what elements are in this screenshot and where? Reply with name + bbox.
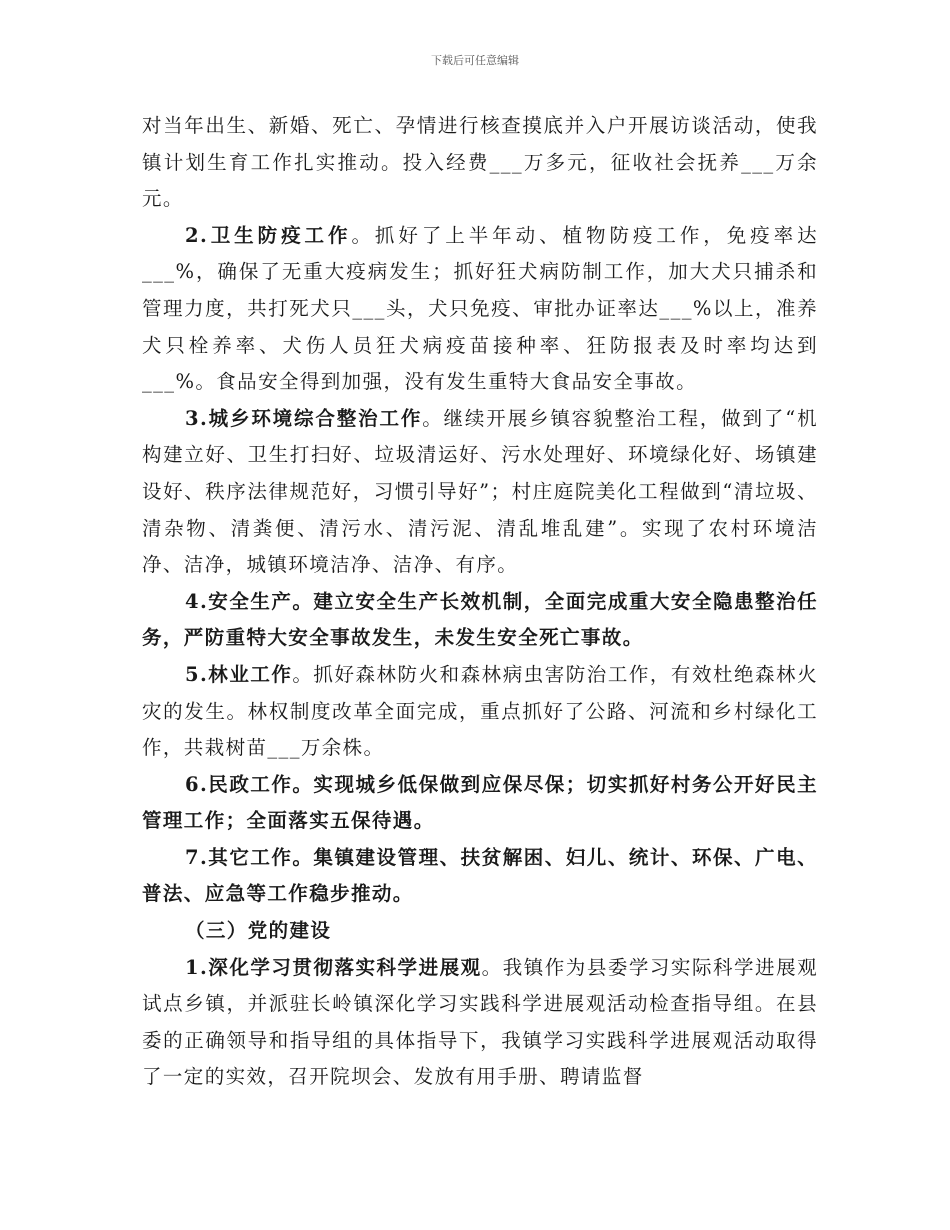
- heading-forestry: 5.林业工作: [185, 662, 293, 686]
- paragraph-forestry: [142, 657, 818, 767]
- heading-scientific-development: 1.深化学习贯彻落实科学进展观: [185, 955, 482, 979]
- paragraph-epidemic-prevention: [142, 218, 818, 401]
- section-heading-party-building: （三）党的建设: [185, 919, 332, 943]
- paragraph-environment: [142, 401, 818, 584]
- paragraph-safety: 4.安全生产。建立安全生产长效机制，全面完成重大安全隐患整治任务，严防重特大安全事故发生，未发生安全死亡事故。: [142, 589, 818, 650]
- paragraph-scientific-development: [142, 950, 818, 1096]
- page-header: 下载后可任意编辑: [431, 54, 519, 67]
- paragraph-civil-affairs: 6.民政工作。实现城乡低保做到应保尽保；切实抓好村务公开好民主管理工作；全面落实五保待遇。: [142, 772, 818, 833]
- paragraph-family-planning: 对当年出生、新婚、死亡、孕情进行核查摸底并入户开展访谈活动，使我镇计划生育工作扎实推动。投入经费___万多元，征收社会抚养___万余元。: [142, 114, 818, 211]
- text-epidemic-prevention: 。抓好了上半年动、植物防疫工作，免疫率达___%，确保了无重大疫病发生；抓好狂犬病防制工作，加大犬只捕杀和管理力度，共打死犬只___头，犬只免疫、审批办证率达___%以上，准养犬只栓养率、犬伤人员狂犬病疫苗接种率、狂防报表及时率均达到___%。食品安全得到加强，没有发生重特大食品安全事故。: [142, 223, 818, 394]
- text-forestry: 。抓好森林防火和森林病虫害防治工作，有效杜绝森林火灾的发生。林权制度改革全面完成，重点抓好了公路、河流和乡村绿化工作，共栽树苗___万余株。: [142, 662, 818, 760]
- text-scientific-development: 。我镇作为县委学习实际科学进展观试点乡镇，并派驻长岭镇深化学习实践科学进展观活动检查指导组。在县委的正确领导和指导组的具体指导下，我镇学习实践科学进展观活动取得了一定的实效，召开院坝会、发放有用手册、聘请监督: [142, 955, 819, 1089]
- document-body: [142, 108, 818, 1096]
- text-environment: 。继续开展乡镇容貌整治工程，做到了“机构建立好、卫生打扫好、垃圾清运好、污水处理好、环境绿化好、场镇建设好、秩序法律规范好，习惯引导好”；村庄庭院美化工程做到“清垃圾、清杂物、清粪便、清污水、清污泥、清乱堆乱建”。实现了农村环境洁净、洁净，城镇环境洁净、洁净、有序。: [142, 406, 818, 577]
- heading-environment: 3.城乡环境综合整治工作: [185, 406, 423, 430]
- paragraph-other-work: 7.其它工作。集镇建设管理、扶贫解困、妇儿、统计、环保、广电、普法、应急等工作稳步推动。: [142, 845, 818, 906]
- heading-epidemic-prevention: 2.卫生防疫工作: [185, 223, 352, 247]
